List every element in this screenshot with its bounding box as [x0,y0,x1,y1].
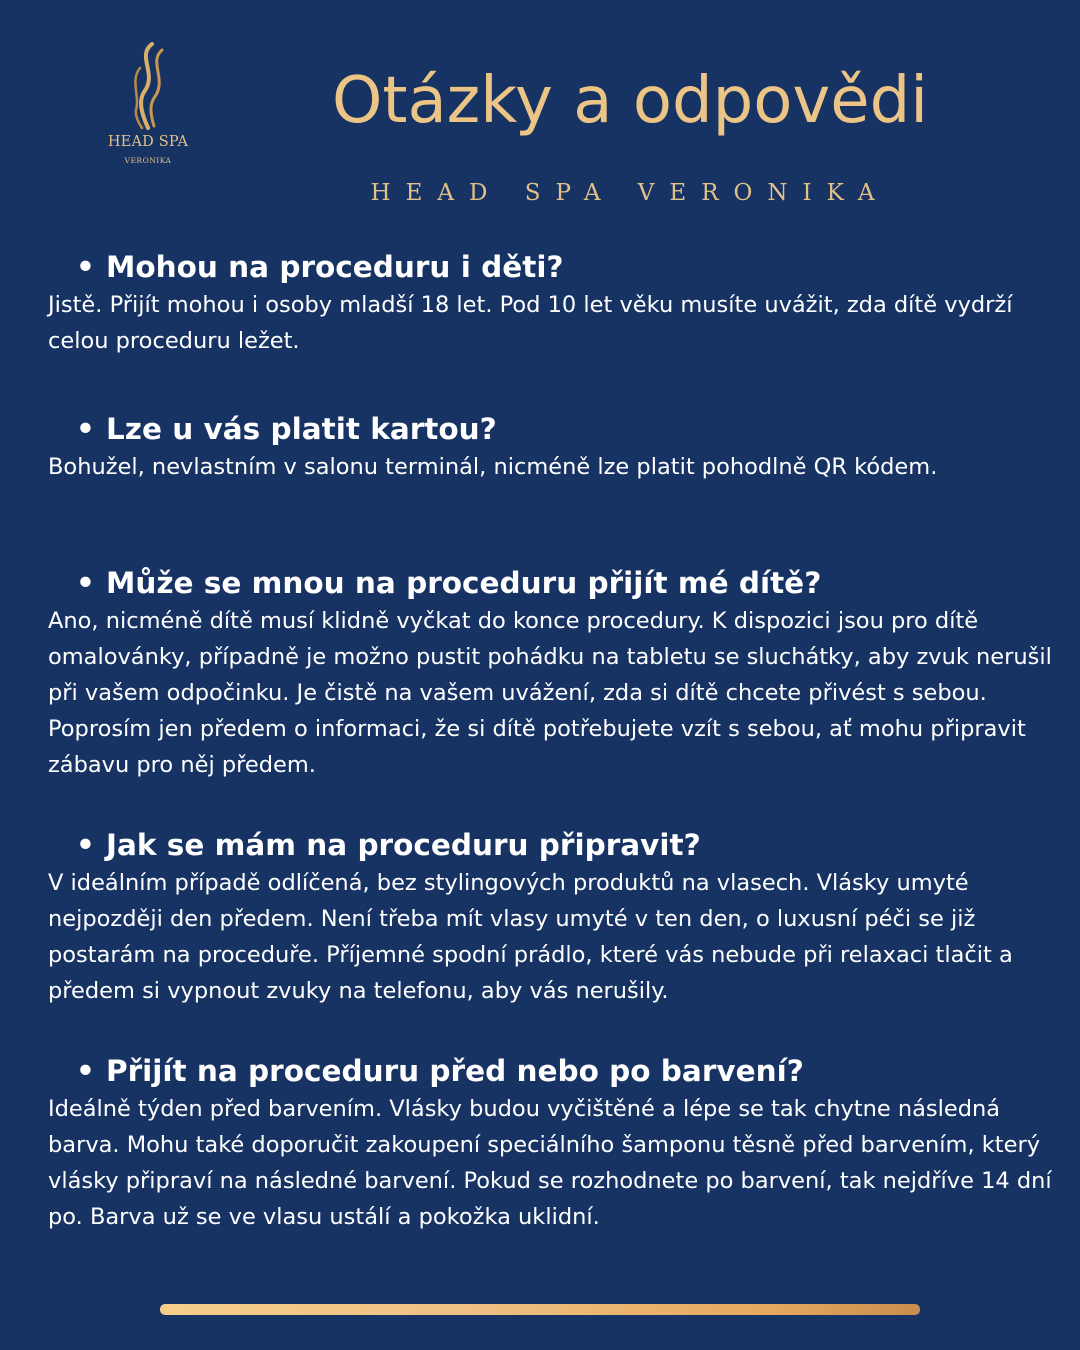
faq-item [48,409,1058,485]
faq-item [48,825,1058,1009]
faq-item [48,247,1058,359]
bullet-icon: • [76,566,95,600]
faq-question: Jak se mám na proceduru připravit? [106,828,701,862]
faq-answer: Jistě. Přijít mohou i osoby mladší 18 let. Pod 10 let věku musíte uvážit, zda dítě vydrží celou proceduru ležet. [48,292,1013,354]
hair-flame-logo-icon [118,40,178,132]
faq-item [48,563,1058,783]
faq-question: Může se mnou na proceduru přijít mé dítě? [106,566,822,600]
logo-brand-sub: VERONIKA [124,156,172,165]
faq-question: Mohou na proceduru i děti? [106,250,564,284]
faq-question: Lze u vás platit kartou? [106,412,497,446]
bullet-icon: • [76,412,95,446]
page-title: Otázky a odpovědi [331,64,929,138]
bullet-icon: • [76,250,95,284]
bullet-icon: • [76,1054,95,1088]
faq-answer: Bohužel, nevlastním v salonu terminál, nicméně lze platit pohodlně QR kódem. [48,454,938,480]
logo-brand-name: HEAD SPA [107,134,189,150]
gold-brush-divider [160,1304,920,1315]
faq-answer: V ideálním případě odlíčená, bez stylingových produktů na vlasech. Vlásky umyté nejpozději den předem. Není třeba mít vlasy umyté v ten den, o luxusní péči se již postarám na proceduře. Příjemné spodní prádlo, které vás nebude při relaxaci tlačit a předem si vypnout zvuky na telefonu, aby vás nerušily. [48,870,1013,1004]
faq-answer: Ano, nicméně dítě musí klidně vyčkat do konce procedury. K dispozici jsou pro dítě omalovánky, případně je možno pustit pohádku na tabletu se sluchátky, aby zvuk nerušil při vašem odpočinku. Je čistě na vašem uvážení, zda si dítě chcete přivést s sebou. Poprosím jen předem o informaci, že si dítě potřebujete vzít s sebou, ať mohu připravit zábavu pro něj předem. [48,608,1052,778]
faq-question: Přijít na proceduru před nebo po barvení? [106,1054,804,1088]
faq-item [48,1051,1058,1235]
page-subtitle: HEAD SPA VERONIKA [370,180,890,206]
logo [96,40,200,170]
bullet-icon: • [76,828,95,862]
faq-answer: Ideálně týden před barvením. Vlásky budou vyčištěné a lépe se tak chytne následná barva. Mohu také doporučit zakoupení speciálního šamponu těsně před barvením, který vlásky připraví na následné barvení. Pokud se rozhodnete po barvení, tak nejdříve 14 dní po. Barva už se ve vlasu ustálí a pokožka uklidní. [48,1096,1052,1230]
